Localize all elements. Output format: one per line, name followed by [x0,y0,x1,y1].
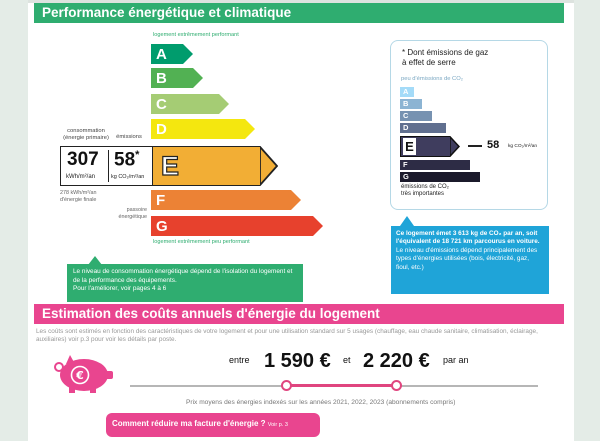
ges-bar-f: F [400,160,470,170]
emissions-value: 58* [114,149,140,171]
costs-description: Les coûts sont estimés en fonction des caractéristiques de votre logement et pour une utilisation standard sur 5 usages (chauffage, eau chaude sanitaire, climatisation, éclairage, auxiliaires) voir p.3 pour voir les détails par poste. [36,328,538,344]
ges-bar-a: A [400,87,414,97]
cost-low: 1 590 € [264,350,331,372]
dpe-top-label: logement extrêmement performant [153,32,239,38]
emissions-label: émissions [116,134,142,140]
ges-bar-d: D [400,123,446,133]
cost-range-high-marker [391,380,402,391]
cost-range-segment [287,384,397,387]
ges-note: * Dont émissions de gaz à effet de serre [402,48,489,67]
svg-text:€: € [76,369,84,382]
piggy-bank-euro-icon [50,354,114,394]
dpe-bottom-label: logement extrêmement peu performant [153,239,250,245]
section-title-costs: Estimation des coûts annuels d'énergie du logement [34,304,564,324]
consumption-unit: kWh/m²/an [66,174,96,180]
prices-note: Prix moyens des énergies indexés sur les années 2021, 2022, 2023 (abonnements compris) [186,399,456,406]
dpe-arrow-tip [260,146,278,186]
ges-info-box: Ce logement émet 3 613 kg de CO₂ par an, soit l'équivalent de 18 721 km parcourus en voiture. Le niveau d'émissions dépend principalement des types d'énergies utilisées (bois, électricité, gaz, fioul, etc.) [391,226,549,294]
passoire-label: passoire énergétique [118,207,147,220]
ges-top-label: peu d'émissions de CO₂ [401,76,463,82]
ges-bar-g: G [400,172,480,182]
ges-current-letter: E [403,138,416,155]
page-right-margin [574,0,600,441]
dpe-bar-a: A [151,44,193,64]
reduce-bill-button[interactable] [106,413,320,437]
dpe-bar-b: B [151,68,203,88]
dpe-bar-c: C [151,94,229,114]
page-left-margin [0,0,28,441]
dpe-current-class-e [152,146,278,186]
cost-high: 2 220 € [363,350,430,372]
ges-bar-b: B [400,99,422,109]
ges-value: 58 [487,139,500,151]
emissions-unit: kg CO₂/m²/an [111,174,145,180]
ges-bottom-label: émissions de CO₂ très importantes [401,184,450,197]
costs-between: entre [229,355,250,365]
ges-arrow-tip [450,136,460,157]
consumption-label: consommation (énergie primaire) [63,128,109,141]
dpe-bar-g: G [151,216,323,236]
ges-bar-c: C [400,111,432,121]
dpe-current-letter: E [160,150,179,181]
costs-per-year: par an [443,355,469,365]
final-energy-note: 278 kWh/m²/an d'énergie finale [60,190,97,203]
dpe-bar-d: D [151,119,255,139]
reduce-bill-page-ref: Voir p. 3 [267,422,288,428]
ges-current-class-e [400,136,460,157]
section-title-performance: Performance énergétique et climatique [34,3,564,23]
cost-range-low-marker [281,380,292,391]
reduce-bill-label: Comment réduire ma facture d'énergie ? [112,419,266,428]
consumption-value: 307 [67,149,99,170]
energy-values-box [60,146,154,186]
dpe-bar-f: F [151,190,301,210]
dpe-info-box: Le niveau de consommation énergétique dépend de l'isolation du logement et de la performance des équipements. Pour l'améliorer, voir pages 4 à 6 [67,264,303,302]
costs-and: et [343,355,351,365]
ges-unit: kg CO₂/m²/an [508,144,538,149]
